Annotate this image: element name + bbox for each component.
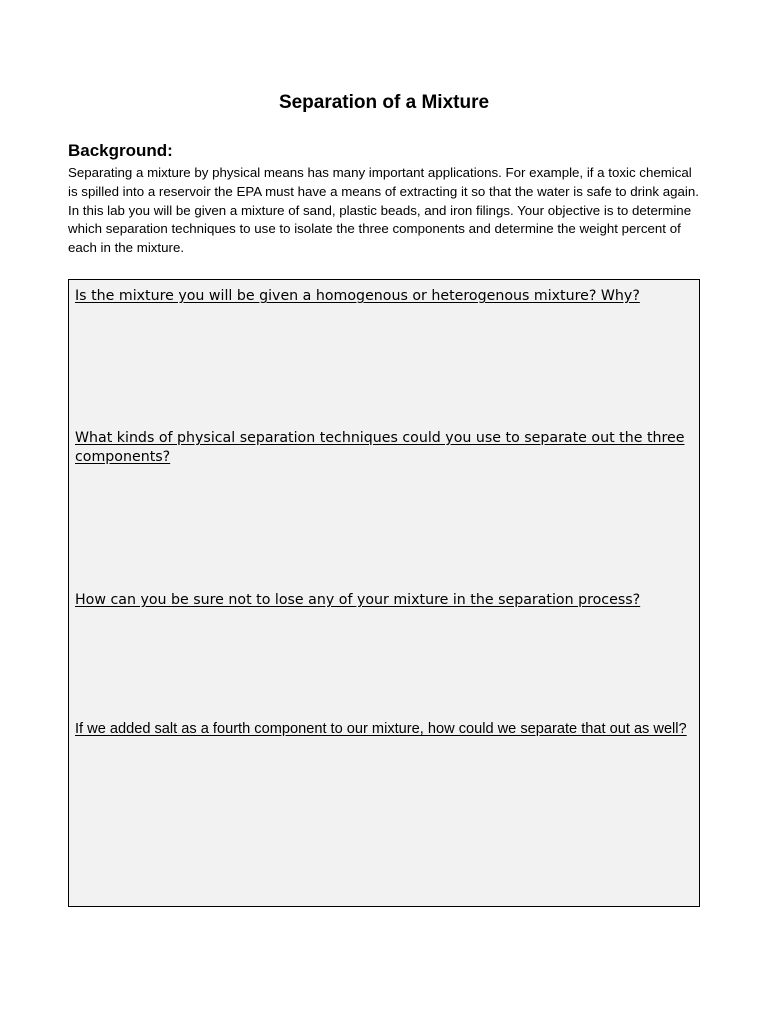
question-homogenous: Is the mixture you will be given a homogenous or heterogenous mixture? Why? <box>75 288 640 304</box>
background-heading: Background: <box>68 141 173 160</box>
background-paragraph: Separating a mixture by physical means has many important applications. For example, if a toxic chemical is spilled into a reservoir the EPA must have a means of extracting it so that the water is safe to drink again. In this lab you will be given a mixture of sand, plastic beads, and iron filings. Your objective is to determine which separation techniques to use to isolate the three components and determine the weight percent of each in the mixture. <box>68 165 699 256</box>
question-prevent-loss: How can you be sure not to lose any of your mixture in the separation process? <box>75 592 641 608</box>
questions-box <box>68 279 700 907</box>
question-separation-techniques: What kinds of physical separation techniques could you use to separate out the three components? <box>75 430 685 465</box>
page-title: Separation of a Mixture <box>278 92 490 113</box>
question-salt-separation: If we added salt as a fourth component to our mixture, how could we separate that out as well? <box>75 721 687 737</box>
